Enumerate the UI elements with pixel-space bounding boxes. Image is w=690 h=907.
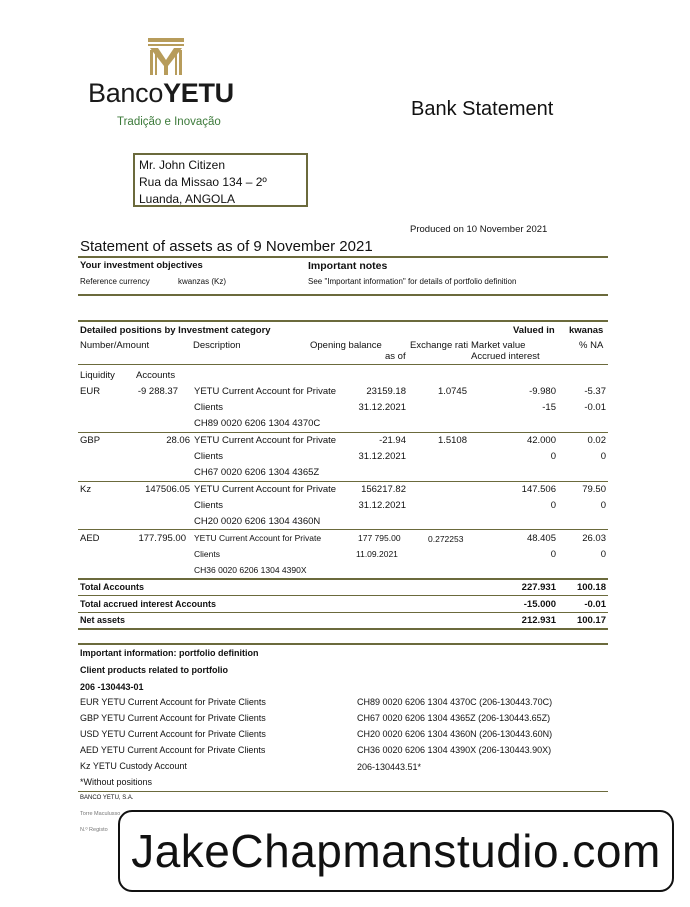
- row-currency: AED: [80, 533, 100, 544]
- address-line: Luanda, ANGOLA: [139, 192, 236, 206]
- divider: [78, 256, 608, 258]
- row-description: Clients: [194, 549, 220, 559]
- document-title: Bank Statement: [411, 98, 554, 120]
- address-box: [133, 153, 308, 207]
- total-label: Total Accounts: [80, 582, 145, 592]
- col-market-header: Market value: [471, 340, 526, 351]
- total-pct: -0.01: [584, 599, 606, 610]
- total-label: Net assets: [80, 615, 126, 625]
- notes-text: See "Important information" for details of portfolio definition: [308, 277, 517, 286]
- total-value: 227.931: [521, 582, 556, 593]
- row-accrued: 0: [550, 500, 556, 511]
- reference-currency-label: Reference currency: [80, 277, 150, 286]
- valuation-currency: kwanas: [569, 325, 604, 336]
- row-description: YETU Current Account for Private: [194, 386, 337, 397]
- product-iban: CH36 0020 6206 1304 4390X (206-130443.90X): [357, 745, 552, 755]
- footer-bank-name: BANCO YETU, S.A.: [80, 795, 134, 801]
- row-pct: 79.50: [582, 484, 606, 495]
- row-rate: 0.272253: [428, 534, 464, 544]
- divider: [78, 294, 608, 296]
- product-item: GBP YETU Current Account for Private Clients: [80, 713, 266, 723]
- footer-registry: N.º Registo: [80, 827, 108, 833]
- row-rate: 1.5108: [437, 435, 467, 446]
- info-subtitle: Client products related to portfolio: [80, 665, 228, 675]
- row-rate: 1.0745: [437, 386, 467, 397]
- watermark: [118, 810, 674, 892]
- row-description: Clients: [194, 402, 224, 413]
- row-date: 31.12.2021: [358, 500, 406, 511]
- row-market: 42.000: [526, 435, 556, 446]
- row-pct: 0.02: [587, 435, 606, 446]
- row-iban: CH67 0020 6206 1304 4365Z: [194, 467, 320, 478]
- row-pct: -5.37: [584, 386, 606, 397]
- row-market: 147.506: [521, 484, 556, 495]
- divider: [78, 643, 608, 645]
- without-positions-note: *Without positions: [80, 777, 153, 787]
- divider: [78, 612, 608, 613]
- product-iban: CH89 0020 6206 1304 4370C (206-130443.70C): [357, 697, 553, 707]
- row-description: Clients: [194, 451, 224, 462]
- footer-address: Torre Maculusso: [80, 811, 121, 817]
- row-description: YETU Current Account for Private: [194, 533, 322, 543]
- divider: [78, 364, 608, 365]
- col-opening-header: Opening balance: [310, 340, 382, 351]
- info-title: Important information: portfolio definition: [80, 648, 259, 658]
- portfolio-number: 206 -130443-01: [80, 682, 144, 692]
- divider: [78, 595, 608, 596]
- row-pct: 0: [600, 549, 606, 560]
- divider: [78, 529, 608, 530]
- row-accrued: -15: [542, 402, 556, 413]
- row-pct: 26.03: [582, 533, 606, 544]
- divider: [78, 578, 608, 580]
- address-line: Rua da Missao 134 – 2º: [139, 175, 267, 189]
- divider: [78, 481, 608, 482]
- col-accrued-header: Accrued interest: [471, 351, 540, 362]
- row-opening: 23159.18: [366, 386, 406, 397]
- watermark-text: JakeChapmanstudio.com: [131, 825, 661, 877]
- row-amount: -9 288.37: [137, 386, 178, 397]
- total-pct: 100.18: [576, 582, 606, 593]
- product-item: AED YETU Current Account for Private Clients: [80, 745, 266, 755]
- col-exchange-header: Exchange rati: [410, 340, 469, 351]
- row-pct: 0: [600, 451, 606, 462]
- product-item: USD YETU Current Account for Private Clients: [80, 729, 266, 739]
- liquidity-label: Liquidity: [80, 370, 115, 381]
- row-accrued: 0: [550, 451, 556, 462]
- row-date: 31.12.2021: [358, 402, 406, 413]
- divider: [78, 320, 608, 322]
- row-description: YETU Current Account for Private: [194, 435, 337, 446]
- row-iban: CH36 0020 6206 1304 4390X: [194, 565, 307, 575]
- row-opening: 177 795.00: [358, 533, 401, 543]
- bank-logo-mark: [146, 36, 186, 76]
- row-opening: 156217.82: [361, 484, 406, 495]
- statement-title: Statement of assets as of 9 November 2021: [80, 238, 373, 255]
- divider: [78, 791, 608, 792]
- row-iban: CH20 0020 6206 1304 4360N: [194, 516, 321, 527]
- col-pct-header: % NA: [579, 340, 604, 351]
- row-market: -9.980: [529, 386, 556, 397]
- notes-label: Important notes: [308, 260, 388, 272]
- total-label: Total accrued interest Accounts: [80, 599, 217, 609]
- total-value: 212.931: [521, 615, 556, 626]
- row-currency: Kz: [80, 484, 92, 495]
- row-pct: 0: [600, 500, 606, 511]
- product-iban: 206-130443.51*: [357, 762, 422, 772]
- reference-currency-value: kwanzas (Kz): [178, 277, 227, 286]
- row-market: 48.405: [526, 533, 556, 544]
- col-number-header: Number/Amount: [80, 340, 150, 351]
- product-iban: CH20 0020 6206 1304 4360N (206-130443.60N): [357, 729, 553, 739]
- row-description: YETU Current Account for Private: [194, 484, 337, 495]
- row-description: Clients: [194, 500, 224, 511]
- accounts-label: Accounts: [136, 370, 176, 381]
- objectives-label: Your investment objectives: [80, 260, 203, 271]
- address-line: Mr. John Citizen: [139, 158, 226, 172]
- row-currency: GBP: [80, 435, 101, 446]
- divider: [78, 432, 608, 433]
- divider: [78, 628, 608, 630]
- row-pct: -0.01: [584, 402, 606, 413]
- bank-tagline: Tradição e Inovação: [117, 116, 221, 128]
- product-item: Kz YETU Custody Account: [80, 761, 187, 771]
- positions-title: Detailed positions by Investment category: [80, 325, 271, 336]
- bank-logo-wordmark: BancoYETU: [88, 78, 234, 108]
- total-pct: 100.17: [576, 615, 606, 626]
- row-currency: EUR: [80, 386, 101, 397]
- product-iban: CH67 0020 6206 1304 4365Z (206-130443.65Z): [357, 713, 551, 723]
- row-accrued: 0: [550, 549, 556, 560]
- total-value: -15.000: [523, 599, 556, 610]
- row-date: 31.12.2021: [358, 451, 406, 462]
- col-description-header: Description: [193, 340, 241, 351]
- row-date: 11.09.2021: [356, 549, 398, 559]
- row-amount: 177.795.00: [138, 533, 186, 544]
- row-opening: -21.94: [379, 435, 406, 446]
- produced-on: Produced on 10 November 2021: [410, 224, 548, 235]
- valued-in-label: Valued in: [513, 325, 555, 336]
- row-amount: 28.06: [166, 435, 190, 446]
- row-iban: CH89 0020 6206 1304 4370C: [194, 418, 321, 429]
- row-amount: 147506.05: [145, 484, 190, 495]
- product-item: EUR YETU Current Account for Private Clients: [80, 697, 266, 707]
- col-asof-header: as of: [385, 351, 406, 362]
